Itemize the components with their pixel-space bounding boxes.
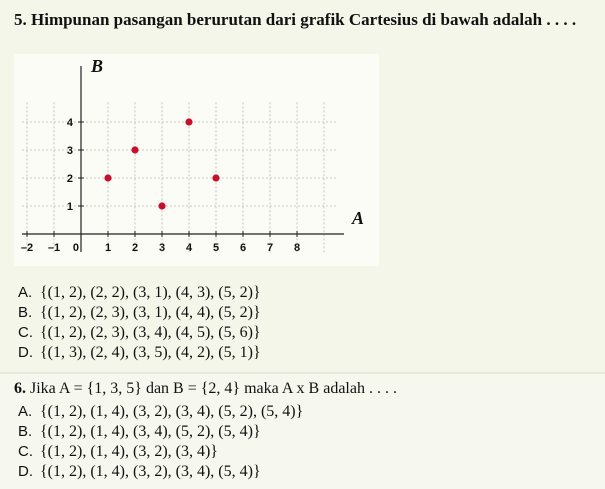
question-5-title: 5. Himpunan pasangan berurutan dari grafik Cartesius di bawah adalah . . . . xyxy=(14,10,577,29)
option-a[interactable] xyxy=(18,402,303,422)
option-a[interactable] xyxy=(18,283,261,303)
x-tick-label: 7 xyxy=(266,242,274,254)
x-tick-label: 6 xyxy=(239,242,247,254)
data-point xyxy=(131,146,138,153)
y-tick-label: 2 xyxy=(66,173,73,185)
option-text: {(1, 2), (2, 3), (3, 1), (4, 4), (5, 2)} xyxy=(40,304,261,321)
y-tick-label: 3 xyxy=(66,145,73,157)
x-tick-label: 1 xyxy=(104,242,112,254)
question-6-options xyxy=(18,402,303,482)
question-6-title xyxy=(14,380,397,398)
option-text: {(1, 2), (1, 4), (3, 2), (3, 4), (5, 4)} xyxy=(40,463,261,480)
option-text: {(1, 3), (2, 4), (3, 5), (4, 2), (5, 1)} xyxy=(40,344,261,361)
option-letter: A. xyxy=(18,284,33,301)
option-c[interactable] xyxy=(18,442,303,462)
data-point xyxy=(212,174,219,181)
option-c[interactable] xyxy=(18,323,261,343)
option-d[interactable] xyxy=(18,462,303,482)
data-point xyxy=(104,174,111,181)
option-text: {(1, 2), (1, 4), (3, 4), (5, 2), (5, 4)} xyxy=(40,423,261,440)
option-text: {(1, 2), (1, 4), (3, 2), (3, 4), (5, 2), (5, 4)} xyxy=(40,403,304,420)
x-tick-label: 2 xyxy=(131,242,139,254)
x-tick-label: 4 xyxy=(185,242,193,254)
question-6 xyxy=(0,374,605,489)
cartesian-graph xyxy=(14,54,379,266)
data-point xyxy=(185,118,192,125)
option-b[interactable] xyxy=(18,422,303,442)
option-letter: D. xyxy=(18,463,33,480)
option-letter: C. xyxy=(18,324,33,341)
option-d[interactable] xyxy=(18,343,261,363)
y-axis-label: B xyxy=(91,56,104,76)
option-text: {(1, 2), (2, 2), (3, 1), (4, 3), (5, 2)} xyxy=(40,284,261,301)
x-tick-label: –2 xyxy=(20,242,34,254)
question-6-number: 6. xyxy=(14,380,26,397)
x-tick-label: 5 xyxy=(212,242,220,254)
option-b[interactable] xyxy=(18,303,261,323)
option-letter: D. xyxy=(18,344,33,361)
option-letter: C. xyxy=(18,443,33,460)
x-tick-label: 0 xyxy=(72,242,79,254)
option-letter: B. xyxy=(18,423,33,440)
x-tick-label: 3 xyxy=(158,242,166,254)
x-axis-label: A xyxy=(352,208,365,228)
question-5-options xyxy=(18,283,261,363)
y-tick-label: 1 xyxy=(66,201,73,213)
x-tick-label: –1 xyxy=(47,242,61,254)
data-point xyxy=(158,202,165,209)
chart-svg xyxy=(14,54,379,266)
option-letter: A. xyxy=(18,403,33,420)
x-tick-label: 8 xyxy=(293,242,301,254)
option-letter: B. xyxy=(18,304,33,321)
option-text: {(1, 2), (1, 4), (3, 2), (3, 4)} xyxy=(40,443,218,460)
y-tick-label: 4 xyxy=(66,117,73,129)
option-text: {(1, 2), (2, 3), (3, 4), (4, 5), (5, 6)} xyxy=(40,324,261,341)
question-6-text: Jika A = {1, 3, 5} dan B = {2, 4} maka A x B adalah . . . . xyxy=(30,380,397,397)
